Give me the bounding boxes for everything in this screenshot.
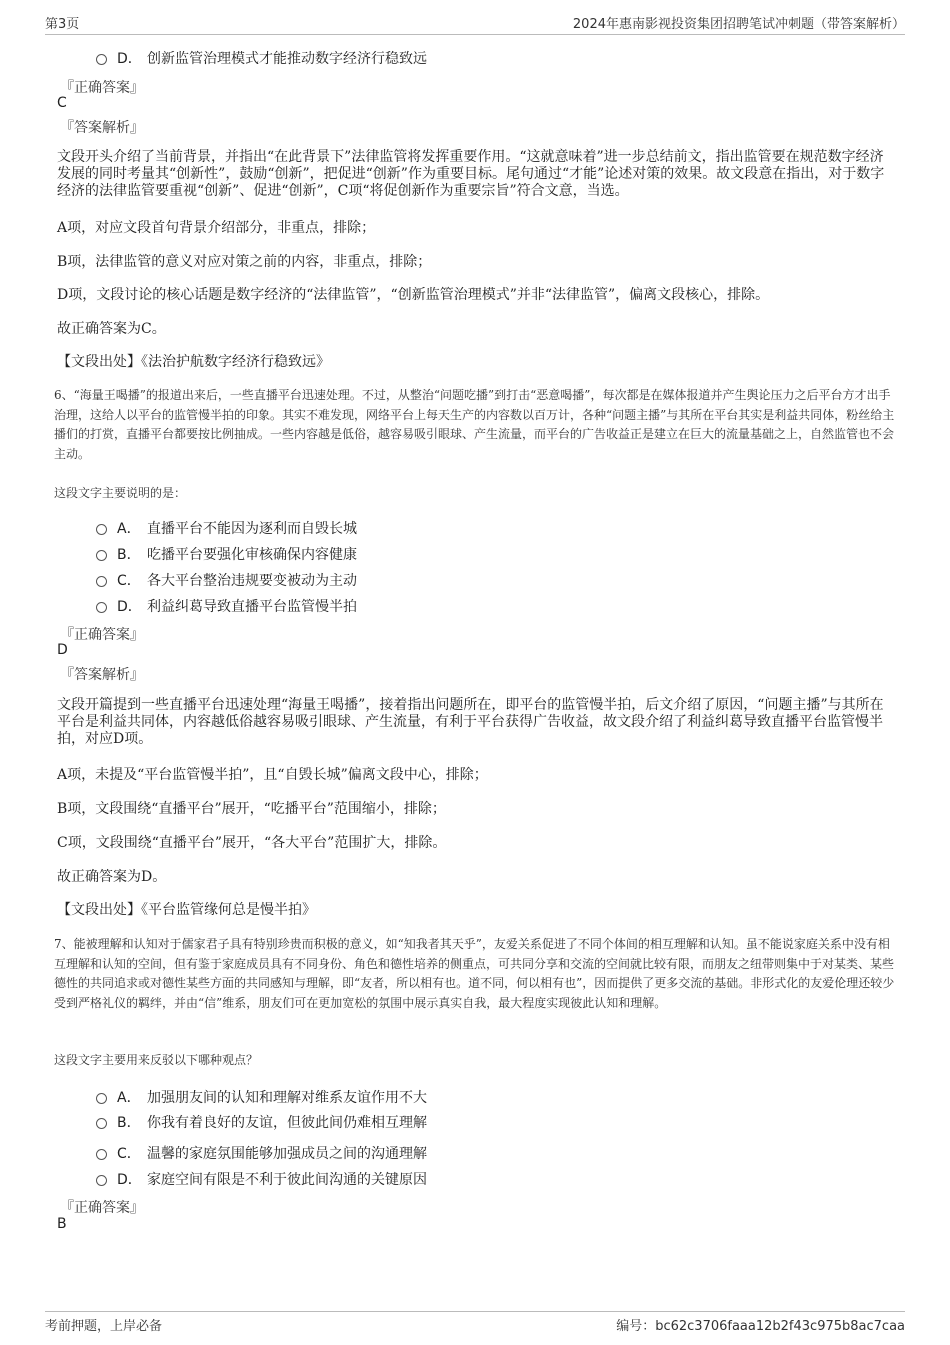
radio-icon[interactable] bbox=[96, 524, 107, 535]
q7-option-a[interactable] bbox=[96, 1087, 427, 1107]
q5-answer: C bbox=[57, 95, 67, 111]
page-footer bbox=[45, 1311, 905, 1334]
option-letter: A． bbox=[117, 521, 141, 537]
q5-answer-label: 『正确答案』 bbox=[60, 80, 144, 96]
option-letter: B． bbox=[117, 547, 141, 563]
q6-question: 这段文字主要说明的是： bbox=[54, 486, 187, 500]
q7-option-d[interactable] bbox=[96, 1169, 427, 1189]
option-text: 直播平台不能因为逐利而自毁长城 bbox=[147, 521, 357, 537]
q6-analysis-p1: 文段开篇提到一些直播平台迅速处理“海量王喝播”，接着指出问题所在，即平台的监管慢半拍，后文介绍了原因，“问题主播”与其所在平台是利益共同体，内容越低俗越容易吸引眼球、产生流量，有利于平台获得广告收益，故文段介绍了利益纠葛导致直播平台监管慢半拍，对应D项。 bbox=[57, 697, 884, 747]
option-letter: A． bbox=[117, 1090, 141, 1106]
option-letter: B． bbox=[117, 1115, 141, 1131]
option-text: 你我有着良好的友谊，但彼此间仍难相互理解 bbox=[147, 1115, 427, 1131]
radio-icon[interactable] bbox=[96, 54, 107, 65]
q6-option-b[interactable] bbox=[96, 544, 357, 564]
q5-analysis-p1: 文段开头介绍了当前背景，并指出“在此背景下”法律监管将发挥重要作用。“这就意味着”进一步总结前文，指出监管要在规范数字经济发展的同时考量其“创新性”，鼓励“创新”，把促进“创新”作为重要目标。尾句通过“才能”论述对策的效果。故文段意在指出，对于数字经济的法律监管要重视“创新”、促进“创新”，C项“将促创新作为重要宗旨”符合文意，当选。 bbox=[57, 149, 885, 199]
radio-icon[interactable] bbox=[96, 602, 107, 613]
option-text: 各大平台整治违规要变被动为主动 bbox=[147, 573, 357, 589]
q7-stem: 7、能被理解和认知对于儒家君子具有特别珍贵而积极的意义，如“知我者其天乎”，友爱关系促进了不同个体间的相互理解和认知。虽不能说家庭关系中没有相互理解和认知的空间，但有鉴于家庭成员具有不同身份、角色和德性培养的侧重点，可共同分享和交流的空间就比较有限，而朋友之纽带则集中于对某类、某些德性的共同追求或对德性某些方面的共同感知与理解，即“友者，所以相有也。道不同，何以相有也”，因而提供了更多交流的基础。非形式化的友爱伦理还较少受到严格礼仪的羁绊，并由“信”维系，朋友们可在更加宽松的氛围中展示真实自我，最大程度实现彼此认知和理解。 bbox=[54, 937, 895, 1010]
option-text: 加强朋友间的认知和理解对维系友谊作用不大 bbox=[147, 1090, 427, 1106]
q7-answer: B bbox=[57, 1216, 67, 1232]
q6-source: 【文段出处】《平台监管缘何总是慢半拍》 bbox=[57, 902, 316, 918]
q6-analysis-p3: B项，文段围绕“直播平台”展开，“吃播平台”范围缩小，排除； bbox=[57, 801, 446, 817]
q6-analysis-p5: 故正确答案为D。 bbox=[57, 869, 167, 885]
option-letter: C． bbox=[117, 573, 141, 589]
option-text: 创新监管治理模式才能推动数字经济行稳致远 bbox=[147, 51, 427, 67]
option-text: 利益纠葛导致直播平台监管慢半拍 bbox=[147, 599, 357, 615]
document-code: 编号：bc62c3706faaa12b2f43c975b8ac7caa bbox=[616, 1319, 905, 1334]
q5-analysis-p3: B项，法律监管的意义对应对策之前的内容，非重点，排除； bbox=[57, 254, 432, 270]
q6-option-a[interactable] bbox=[96, 518, 357, 538]
q6-analysis-p4: C项，文段围绕“直播平台”展开，“各大平台”范围扩大，排除。 bbox=[57, 835, 447, 851]
q6-stem: 6、“海量王喝播”的报道出来后，一些直播平台迅速处理。不过，从整治“问题吃播”到打击“恶意喝播”，每次都是在媒体报道并产生舆论压力之后平台方才出手治理，这给人以平台的监管慢半拍的印象。其实不难发现，网络平台上每天生产的内容数以百万计，各种“问题主播”与其所在平台其实是利益共同体，粉丝给主播们的打赏，直播平台都要按比例抽成。一些内容越是低俗，越容易吸引眼球、产生流量，而平台的广告收益正是建立在巨大的流量基础之上，自然监管也不会主动。 bbox=[54, 388, 895, 461]
document-title: 2024年惠南影视投资集团招聘笔试冲刺题（带答案解析） bbox=[572, 17, 905, 32]
option-text: 温馨的家庭氛围能够加强成员之间的沟通理解 bbox=[147, 1146, 427, 1162]
option-text: 吃播平台要强化审核确保内容健康 bbox=[147, 547, 357, 563]
radio-icon[interactable] bbox=[96, 1118, 107, 1129]
radio-icon[interactable] bbox=[96, 1175, 107, 1186]
radio-icon[interactable] bbox=[96, 576, 107, 587]
option-letter: D． bbox=[117, 51, 142, 67]
q7-question: 这段文字主要用来反驳以下哪种观点？ bbox=[54, 1053, 259, 1067]
option-text: 家庭空间有限是不利于彼此间沟通的关键原因 bbox=[147, 1172, 427, 1188]
page-number: 第3页 bbox=[45, 17, 80, 32]
footer-slogan: 考前押题，上岸必备 bbox=[45, 1319, 163, 1334]
q5-analysis-p4: D项，文段讨论的核心话题是数字经济的“法律监管”，“创新监管治理模式”并非“法律监管”，偏离文段核心，排除。 bbox=[57, 287, 770, 303]
q5-source: 【文段出处】《法治护航数字经济行稳致远》 bbox=[57, 354, 330, 370]
radio-icon[interactable] bbox=[96, 1093, 107, 1104]
radio-icon[interactable] bbox=[96, 1149, 107, 1160]
q6-option-c[interactable] bbox=[96, 570, 357, 590]
option-letter: D． bbox=[117, 599, 142, 615]
page-header bbox=[45, 14, 905, 35]
q5-option-d[interactable] bbox=[96, 48, 427, 68]
q5-analysis-label: 『答案解析』 bbox=[60, 120, 144, 136]
q6-option-d[interactable] bbox=[96, 596, 357, 616]
q6-analysis-label: 『答案解析』 bbox=[60, 667, 144, 683]
q7-option-b[interactable] bbox=[96, 1112, 427, 1132]
radio-icon[interactable] bbox=[96, 550, 107, 561]
q7-answer-label: 『正确答案』 bbox=[60, 1200, 144, 1216]
q7-option-c[interactable] bbox=[96, 1143, 427, 1163]
q6-answer-label: 『正确答案』 bbox=[60, 627, 144, 643]
q5-analysis-p5: 故正确答案为C。 bbox=[57, 321, 166, 337]
option-letter: C． bbox=[117, 1146, 141, 1162]
option-letter: D． bbox=[117, 1172, 142, 1188]
q6-analysis-p2: A项，未提及“平台监管慢半拍”，且“自毁长城”偏离文段中心，排除； bbox=[57, 767, 488, 783]
q6-answer: D bbox=[57, 642, 68, 658]
q5-analysis-p2: A项，对应文段首句背景介绍部分，非重点，排除； bbox=[57, 220, 376, 236]
